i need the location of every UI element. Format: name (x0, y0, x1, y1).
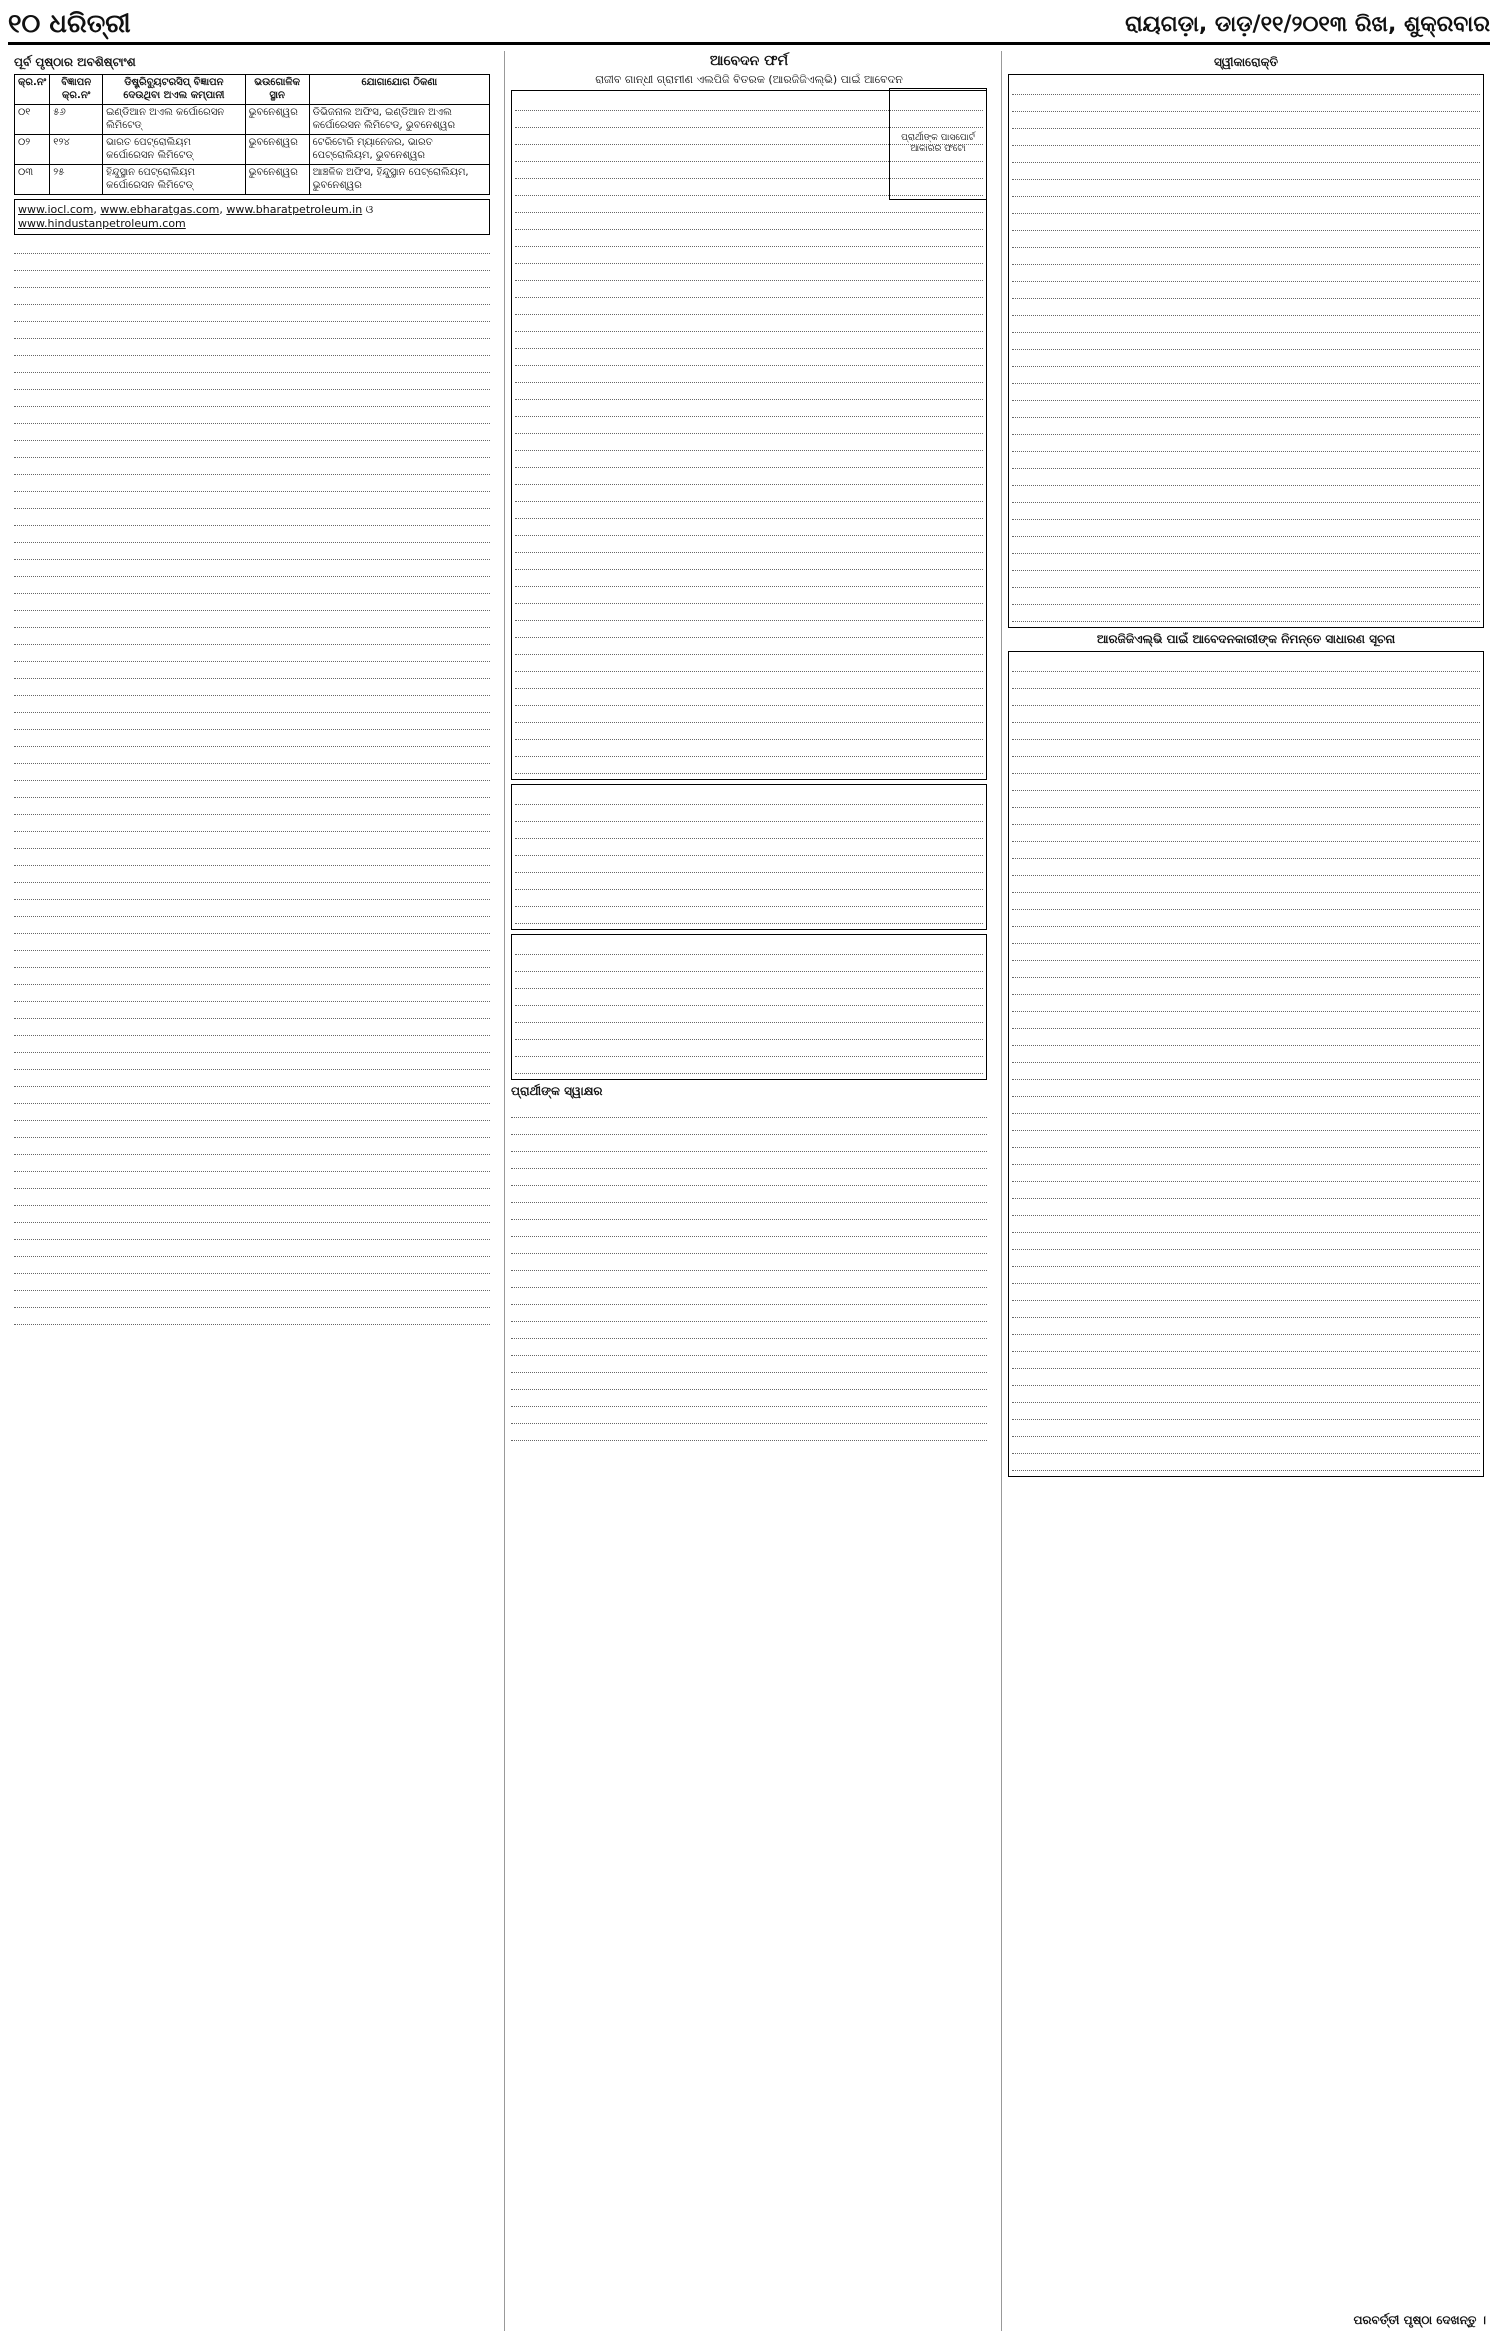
dateline: ରାୟଗଡ଼ା, ଡାଡ଼/୧୧/୨୦୧୩ ରିଖ, ଶୁକ୍ରବାର (1125, 11, 1490, 37)
table-cell: ୫୬ (50, 105, 103, 135)
table-row (15, 135, 490, 165)
table-cell: ଟେରିଟୋରି ମ୍ୟାନେଜର, ଭାରତ ପେଟ୍ରୋଲିୟମ, ଭୁବନେଶ୍ୱର (309, 135, 489, 165)
table-cell: ୨୫ (50, 165, 103, 195)
website-link[interactable]: www.hindustanpetroleum.com (18, 216, 186, 230)
form-subtitle: ରାଜୀବ ଗାନ୍ଧୀ ଗ୍ରାମୀଣ ଏଲପିଜି ବିତରକ (ଆରଜିଜିଏଲ୍‌ଭି) ପାଇଁ ଆବେଦନ (595, 72, 903, 86)
table-cell: ୦୨ (15, 135, 50, 165)
photo-box: ପ୍ରାର୍ଥୀଙ୍କ ପାସପୋର୍ଟ ଆକାରର ଫଟୋ (889, 88, 987, 200)
declaration-title: ସ୍ୱୀକାରୋକ୍ତି (1213, 55, 1279, 69)
table-cell: ଭୁବନେଶ୍ୱର (245, 105, 309, 135)
website-link[interactable]: www.iocl.com (18, 203, 94, 216)
form-table-1 (511, 784, 987, 930)
table-cell: ଭୁବନେଶ୍ୱର (245, 165, 309, 195)
table-header: ବିଜ୍ଞାପନ କ୍ର.ନଂ (50, 75, 103, 105)
body-lines (14, 239, 490, 1325)
table-row (15, 165, 490, 195)
column-2 (504, 51, 993, 2331)
table-cell: ୦୩ (15, 165, 50, 195)
website-link[interactable]: www.bharatpetroleum.in (226, 203, 363, 216)
websites-box: www.iocl.com, www.ebharatgas.com, www.bharatpetroleum.in ଓ www.hindustanpetroleum.com (14, 199, 490, 235)
table-cell: ଭୁବନେଶ୍ୱର (245, 135, 309, 165)
table-row (15, 105, 490, 135)
body-lines (511, 1103, 987, 1441)
table-header: ଯୋଗାଯୋଗ ଠିକଣା (309, 75, 489, 105)
page-number-title: ୧୦ ଧରିତ୍ରୀ (8, 8, 131, 39)
masthead (8, 6, 1490, 45)
columns (8, 51, 1490, 2331)
table-cell: ଆଞ୍ଚଳିକ ଅଫିସ, ହିନ୍ଦୁସ୍ଥାନ ପେଟ୍ରୋଲିୟମ, ଭୁବନେଶ୍ୱର (309, 165, 489, 195)
general-info-title: ଆରଜିଜିଏଲ୍‌ଭି ପାଇଁ ଆବେଦନକାରୀଙ୍କ ନିମନ୍ତେ ସାଧାରଣ ସୂଚନା (1096, 632, 1396, 646)
table-cell: ୧୨୪ (50, 135, 103, 165)
table-header: ଭଉଗୋଳିକ ସ୍ଥାନ (245, 75, 309, 105)
form-table-2 (511, 934, 987, 1080)
general-info-table (1008, 651, 1484, 1477)
declaration-box (1008, 74, 1484, 628)
table-cell: ୦୧ (15, 105, 50, 135)
form-title: ଆବେଦନ ଫର୍ମ (709, 53, 789, 69)
signature-heading: ପ୍ରାର୍ଥୀଙ୍କ ସ୍ୱାକ୍ଷର (511, 1084, 603, 1099)
table-cell: ହିନ୍ଦୁସ୍ଥାନ ପେଟ୍ରୋଲିୟମ କର୍ପୋରେସନ ଲିମିଟେଡ୍ (103, 165, 246, 195)
column-3 (1001, 51, 1490, 2331)
table-header: କ୍ର.ନଂ (15, 75, 50, 105)
continued-note: ପରବର୍ତ୍ତୀ ପୃଷ୍ଠା ଦେଖନ୍ତୁ । (1353, 2313, 1486, 2327)
table-cell: ଭାରତ ପେଟ୍ରୋଲିୟମ କର୍ପୋରେସନ ଲିମିଟେଡ୍ (103, 135, 246, 165)
column-1 (8, 51, 496, 2331)
table-cell: ଇଣ୍ଡିଆନ ଅଏଲ କର୍ପୋରେସନ ଲିମିଟେଡ୍ (103, 105, 246, 135)
website-link[interactable]: www.ebharatgas.com (100, 203, 220, 216)
company-table (14, 74, 490, 195)
section-title: ପୂର୍ବ ପୃଷ୍ଠାର ଅବଶିଷ୍ଟାଂଶ (14, 55, 136, 69)
table-cell: ଡିଭିଜନାଲ ଅଫିସ, ଇଣ୍ଡିଆନ ଅଏଲ କର୍ପୋରେସନ ଲିମିଟେଡ୍, ଭୁବନେଶ୍ୱର (309, 105, 489, 135)
table-header: ଡିଷ୍ଟ୍ରିବ୍ୟୁଟରସିପ୍ ବିଜ୍ଞାପନ ଦେଉଥିବା ଅଏଲ କମ୍ପାନୀ (103, 75, 246, 105)
